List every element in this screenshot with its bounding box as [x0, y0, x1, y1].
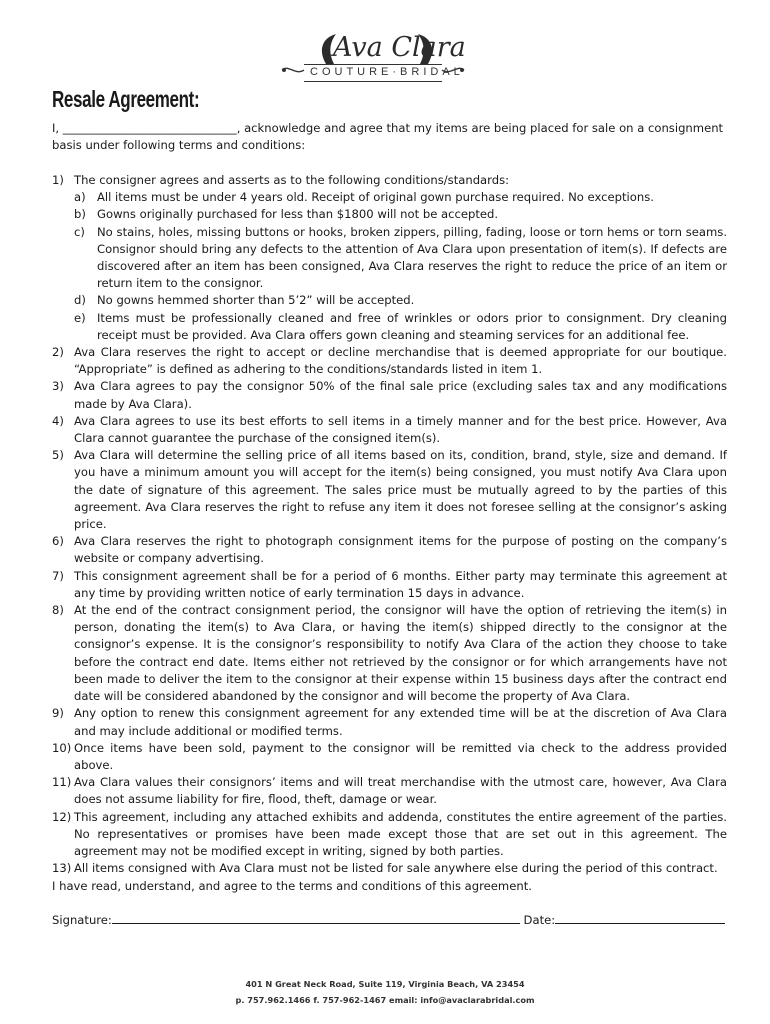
term-text: Ava Clara values their consignors’ items and will treat merchandise with the utmost care, however, Ava Clara does not assume liability for fire, flood, theft, damage or wear. [74, 775, 727, 807]
subterm-text: Gowns originally purchased for less than $1800 will not be accepted. [97, 207, 499, 222]
term-text: Any option to renew this consignment agreement for any extended time will be at the discretion of Ava Clara and may include additional or modified terms. [74, 706, 727, 738]
term-number: 13) [52, 861, 72, 876]
term-number: 7) [52, 568, 64, 583]
logo-subtitle: COUTURE·BRIDAL [310, 66, 464, 78]
term-text: Ava Clara will determine the selling price of all items based on its, condition, brand, style, size and demand. If you have a minimum amount you will accept for the item(s) being consigned, you must notify Ava Clara upon the date of signature of this agreement. The sales price must be mutually agreed to by the parties of this agreement. Ava Clara reserves the right to refuse any item it does not foresee selling at the consignor’s asking price. [74, 448, 727, 532]
page-title: Resale Agreement: [52, 86, 200, 112]
term-text: This consignment agreement shall be for a period of 6 months. Either party may terminate this agreement at any time by providing written notice of early termination 15 days in advance. [74, 568, 727, 600]
term-text: Ava Clara agrees to pay the consignor 50% of the final sale price (excluding sales tax and any modifications made by Ava Clara). [74, 379, 727, 411]
signature-row [52, 911, 727, 927]
term-number: 5) [52, 448, 64, 463]
term-number: 11) [52, 775, 72, 790]
term-text: This agreement, including any attached exhibits and addenda, constitutes the entire agreement of the parties. No representatives or promises have been made except those that are set out in this agreement. The agreement may not be modified except in writing, signed by both parties. [74, 809, 727, 858]
date-field[interactable] [555, 911, 725, 924]
logo-brand: Ava Clara [333, 32, 466, 63]
term-item [52, 568, 727, 602]
subterm-item [52, 310, 727, 344]
term-item [52, 533, 727, 567]
term-number: 8) [52, 603, 64, 618]
term-item [52, 378, 727, 412]
term-item [52, 172, 727, 189]
signature-field[interactable] [112, 911, 520, 924]
subterm-item [52, 189, 727, 206]
subterm-text: All items must be under 4 years old. Receipt of original gown purchase required. No exceptions. [97, 190, 654, 205]
footer-contact: p. 757.962.1466 f. 757-962-1467 email: info@avaclarabridal.com [235, 995, 535, 1005]
term-text: The consigner agrees and asserts as to the following conditions/standards: [74, 173, 510, 187]
subterm-letter: b) [74, 207, 86, 222]
subterm-text: No gowns hemmed shorter than 5’2” will be accepted. [97, 293, 415, 308]
footer-address: 401 N Great Neck Road, Suite 119, Virginia Beach, VA 23454 [245, 979, 525, 989]
term-item [52, 740, 727, 774]
term-number: 9) [52, 706, 64, 721]
subterm-item [52, 206, 727, 223]
subterm-text: Items must be professionally cleaned and free of wrinkles or odors prior to consignment. Dry cleaning receipt must be provided. Ava Clara offers gown cleaning and steaming services for an additional fee. [97, 310, 727, 342]
subterm-letter: a) [74, 190, 86, 205]
term-item [52, 344, 727, 378]
term-number: 3) [52, 379, 64, 394]
subterm-letter: e) [74, 310, 86, 325]
subterm-letter: c) [74, 224, 85, 239]
closing-statement: I have read, understand, and agree to the terms and conditions of this agreement. [52, 879, 532, 893]
term-number: 10) [52, 740, 72, 755]
term-number: 4) [52, 413, 64, 428]
subterm-letter: d) [74, 293, 86, 308]
subterm-item [52, 292, 727, 309]
term-number: 12) [52, 809, 72, 824]
term-text: Once items have been sold, payment to the consignor will be remitted via check to the address provided above. [74, 740, 727, 772]
term-number: 1) [52, 173, 64, 187]
term-item [52, 413, 727, 447]
term-item [52, 705, 727, 739]
intro-paragraph: I, ______________________________, acknowledge and agree that my items are being placed for sale on a consignment basis under following terms and conditions: [52, 121, 724, 153]
term-text: Ava Clara agrees to use its best efforts to sell items in a timely manner and for the best price. However, Ava Clara cannot guarantee the purchase of the consigned item(s). [74, 413, 727, 446]
term-number: 2) [52, 345, 64, 360]
term-text: At the end of the contract consignment period, the consignor will have the option of retrieving the item(s) in person, donating the item(s) to Ava Clara, or having the item(s) shipped directly to the consignor at the consignor’s expense. It is the consignor’s responsibility to notify Ava Clara of the action they choose to take before the contract end date. Items either not retrieved by the consignor or for which arrangements have not been made to deliver the item to the consignor at their expense within 15 business days after the contract end date will be considered abandoned by the consignor and will become the property of Ava Clara. [74, 603, 727, 704]
subterm-item [52, 224, 727, 293]
term-item [52, 447, 727, 533]
term-number: 6) [52, 534, 64, 549]
term-text: All items consigned with Ava Clara must not be listed for sale anywhere else during the period of this contract. [74, 861, 718, 876]
term-item [52, 860, 727, 877]
logo [278, 30, 468, 82]
date-label: Date: [523, 913, 556, 927]
term-item [52, 809, 727, 861]
term-item [52, 602, 727, 705]
terms-list [52, 172, 727, 877]
subterm-text: No stains, holes, missing buttons or hooks, broken zippers, pilling, fading, loose or torn hems or torn seams. Consignor should bring any defects to the attention of Ava Clara upon presentation of item(s). If defects are discovered after an item has been consigned, Ava Clara reserves the right to reduce the price of an item or return item to the consignor. [97, 224, 727, 291]
term-text: Ava Clara reserves the right to photograph consignment items for the purpose of posting on the company’s website or company advertising. [74, 534, 727, 566]
term-item [52, 774, 727, 808]
term-text: Ava Clara reserves the right to accept or decline merchandise that is deemed appropriate for our boutique. “Appropriate” is defined as adhering to the conditions/standards listed in item 1. [74, 345, 727, 377]
signature-label: Signature: [52, 913, 112, 927]
